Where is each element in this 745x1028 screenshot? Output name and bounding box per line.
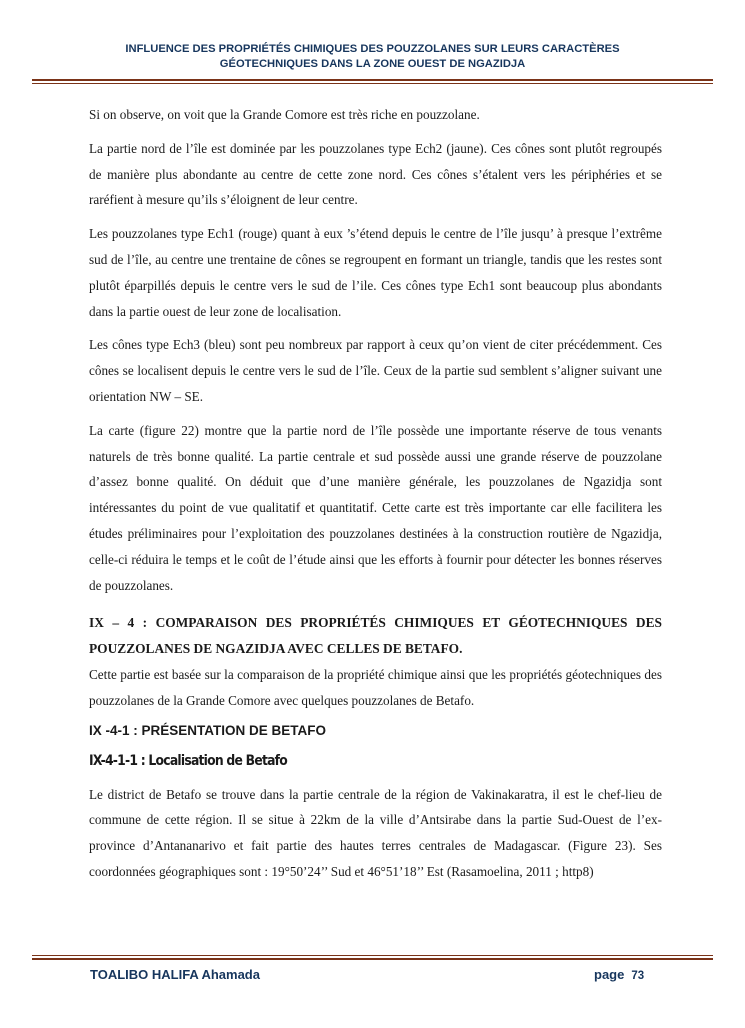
paragraph: Le district de Betafo se trouve dans la partie centrale de la région de Vakinakaratra, il est le chef-lieu de commune de cette région. Il se situe à 22km de la ville d’Antsirabe dans la partie Sud-Ouest de l’ex- province d’Antananarivo et fait partie des hautes terres centrales de Madagascar. (Figure 23). Ses coordonnées géographiques sont : 19°50’24’’ Sud et 46°51’18’’ Est (Rasamoelina, 2011 ; http8) xyxy=(89,786,662,879)
footer-author: TOALIBO HALIFA Ahamada xyxy=(90,967,260,982)
paragraph: Les pouzzolanes type Ech1 (rouge) quant à eux ’s’étend depuis le centre de l’île jusqu’ à presque l’extrême sud de l’île, au centre une trentaine de cônes se regroupent en formant un triangle, tandis que les restes sont plutôt éparpillés depuis le centre vers le sud de l’ile. Ces cônes type Ech1 sont beaucoup plus abondants dans la partie ouest de leur zone de localisation. xyxy=(89,226,662,319)
paragraph: Si on observe, on voit que la Grande Comore est très riche en pouzzolane. xyxy=(89,107,480,122)
page-label: page xyxy=(594,967,625,982)
footer-rule-thin xyxy=(32,955,713,956)
header-rule-thick xyxy=(32,79,713,81)
footer-rule-thick xyxy=(32,958,713,960)
paragraph: La carte (figure 22) montre que la partie nord de l’île possède une importante réserve de tous venants naturels de très bonne qualité. La partie centrale et sud possède aussi une grande réserve de pouzzolane d’assez bonne qualité. On déduit que d’une manière générale, les pouzzolanes de Ngazidja sont intéressantes du point de vue qualitatif et quantitatif. Cette carte est très importante car elle facilitera les études préliminaires pour l’exploitation des pouzzolanes destinées à la construction routière de Ngazidja, celle-ci réduira le temps et le coût de l’étude ainsi que les efforts à fournir pour détecter les bonnes réserves de pouzzolanes. xyxy=(89,422,662,593)
footer-page-indicator xyxy=(594,967,644,982)
subsubsection-heading: IX-4-1-1 : Localisation de Betafo xyxy=(89,752,288,769)
paragraph: Cette partie est basée sur la comparaison de la propriété chimique ainsi que les propriétés géotechniques des pouzzolanes de la Grande Comore avec quelques pouzzolanes de Betafo. xyxy=(89,666,662,708)
section-heading: IX – 4 : COMPARAISON DES PROPRIÉTÉS CHIMIQUES ET GÉOTECHNIQUES DES POUZZOLANES DE NGAZIDJA AVEC CELLES DE BETAFO. xyxy=(89,615,662,657)
page-body xyxy=(89,102,662,893)
paragraph: La partie nord de l’île est dominée par les pouzzolanes type Ech2 (jaune). Ces cônes sont plutôt regroupés de manière plus abondante au centre de cette zone nord. Ces cônes s’étalent vers les périphéries et se raréfient à mesure qu’ils s’éloignent de leur centre. xyxy=(89,140,662,208)
header-rule-thin xyxy=(32,83,713,84)
header-title-line1: INFLUENCE DES PROPRIÉTÉS CHIMIQUES DES POUZZOLANES SUR LEURS CARACTÈRES xyxy=(125,43,620,55)
page-number: 73 xyxy=(631,970,645,982)
running-header xyxy=(60,42,685,72)
header-title-line2: GÉOTECHNIQUES DANS LA ZONE OUEST DE NGAZIDJA xyxy=(219,58,526,70)
paragraph: Les cônes type Ech3 (bleu) sont peu nombreux par rapport à ceux qu’on vient de citer précédemment. Ces cônes se localisent depuis le centre vers le sud de l’île. Ceux de la partie sud semblent s’aligner suivant une orientation NW – SE. xyxy=(89,337,662,404)
subsection-heading: IX -4-1 : PRÉSENTATION DE BETAFO xyxy=(89,722,327,738)
